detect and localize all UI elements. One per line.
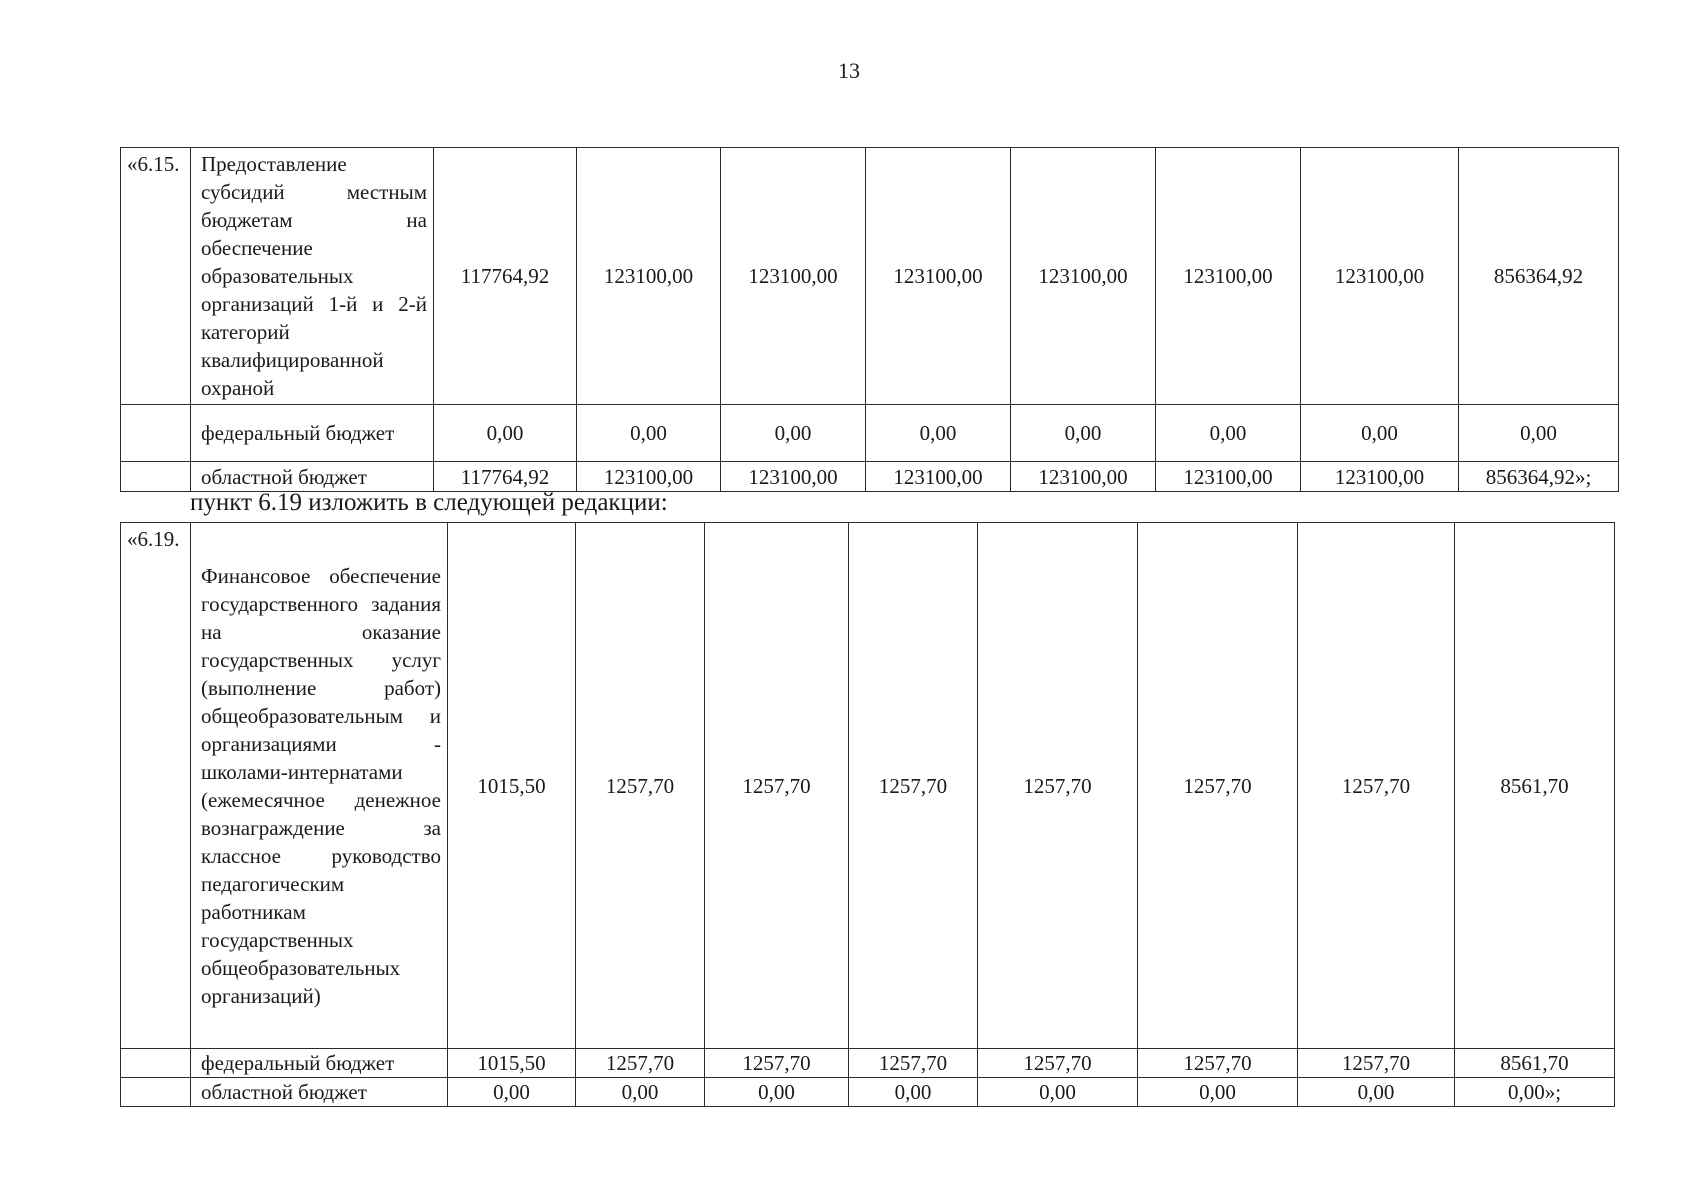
value-cell: 123100,00	[721, 462, 866, 492]
row-label: федеральный бюджет	[191, 1049, 448, 1078]
value-cell: 1257,70	[849, 523, 978, 1049]
value-cell: 123100,00	[866, 462, 1011, 492]
total-cell: 8561,70	[1455, 523, 1615, 1049]
value-cell: 123100,00	[577, 462, 721, 492]
value-cell: 1015,50	[448, 1049, 576, 1078]
value-cell: 0,00	[1011, 405, 1156, 462]
table-row-main	[121, 148, 1619, 405]
value-cell: 1257,70	[1138, 1049, 1298, 1078]
empty-cell	[121, 1078, 191, 1107]
value-cell: 0,00	[1298, 1078, 1455, 1107]
value-cell: 0,00	[705, 1078, 849, 1107]
value-cell: 123100,00	[1011, 148, 1156, 405]
value-cell: 123100,00	[1301, 462, 1459, 492]
value-cell: 0,00	[978, 1078, 1138, 1107]
value-cell: 0,00	[721, 405, 866, 462]
table-row-federal	[121, 405, 1619, 462]
total-cell: 8561,70	[1455, 1049, 1615, 1078]
value-cell: 123100,00	[1301, 148, 1459, 405]
value-cell: 0,00	[577, 405, 721, 462]
table-row-federal	[121, 1049, 1615, 1078]
value-cell: 0,00	[1301, 405, 1459, 462]
total-cell: 856364,92»;	[1459, 462, 1619, 492]
budget-table-6-15	[120, 147, 1619, 492]
value-cell: 1257,70	[576, 1049, 705, 1078]
empty-cell	[121, 1049, 191, 1078]
budget-table-6-19	[120, 522, 1615, 1107]
value-cell: 1257,70	[576, 523, 705, 1049]
empty-cell	[121, 405, 191, 462]
row-label: областной бюджет	[191, 1078, 448, 1107]
value-cell: 123100,00	[866, 148, 1011, 405]
value-cell: 0,00	[434, 405, 577, 462]
instruction-text: пункт 6.19 изложить в следующей редакции:	[190, 489, 668, 516]
table-row-regional	[121, 1078, 1615, 1107]
value-cell: 123100,00	[1156, 148, 1301, 405]
empty-cell	[121, 462, 191, 492]
value-cell: 0,00	[866, 405, 1011, 462]
value-cell: 1257,70	[1298, 523, 1455, 1049]
value-cell: 1257,70	[1138, 523, 1298, 1049]
value-cell: 0,00	[849, 1078, 978, 1107]
row-label: федеральный бюджет	[191, 405, 434, 462]
page-number: 13	[838, 58, 860, 83]
row-label: областной бюджет	[191, 462, 434, 492]
table-row-regional	[121, 462, 1619, 492]
total-cell: 0,00»;	[1455, 1078, 1615, 1107]
value-cell: 1015,50	[448, 523, 576, 1049]
value-cell: 0,00	[1138, 1078, 1298, 1107]
value-cell: 117764,92	[434, 462, 577, 492]
total-cell: 856364,92	[1459, 148, 1619, 405]
value-cell: 0,00	[448, 1078, 576, 1107]
value-cell: 117764,92	[434, 148, 577, 405]
item-code: «6.15.	[121, 148, 191, 405]
table-row-main	[121, 523, 1615, 1049]
value-cell: 1257,70	[705, 523, 849, 1049]
value-cell: 123100,00	[1011, 462, 1156, 492]
value-cell: 123100,00	[1156, 462, 1301, 492]
value-cell: 0,00	[576, 1078, 705, 1107]
value-cell: 123100,00	[577, 148, 721, 405]
value-cell: 1257,70	[978, 1049, 1138, 1078]
item-title: Финансовое обеспечение государственного задания на оказание государственных услуг (выполнение работ) общеобразовательным и организациями - школами-интернатами (ежемесячное денежное вознаграждение за классное руководство педагогическим работникам государственных общеобразовательных организаций)	[191, 523, 448, 1049]
value-cell: 1257,70	[1298, 1049, 1455, 1078]
total-cell: 0,00	[1459, 405, 1619, 462]
value-cell: 1257,70	[849, 1049, 978, 1078]
value-cell: 1257,70	[978, 523, 1138, 1049]
item-title: Предоставление субсидий местным бюджетам на обеспечение образовательных организаций 1-й и 2-й категорий квалифицированной охраной	[191, 148, 434, 405]
value-cell: 123100,00	[721, 148, 866, 405]
item-code: «6.19.	[121, 523, 191, 1049]
value-cell: 1257,70	[705, 1049, 849, 1078]
value-cell: 0,00	[1156, 405, 1301, 462]
